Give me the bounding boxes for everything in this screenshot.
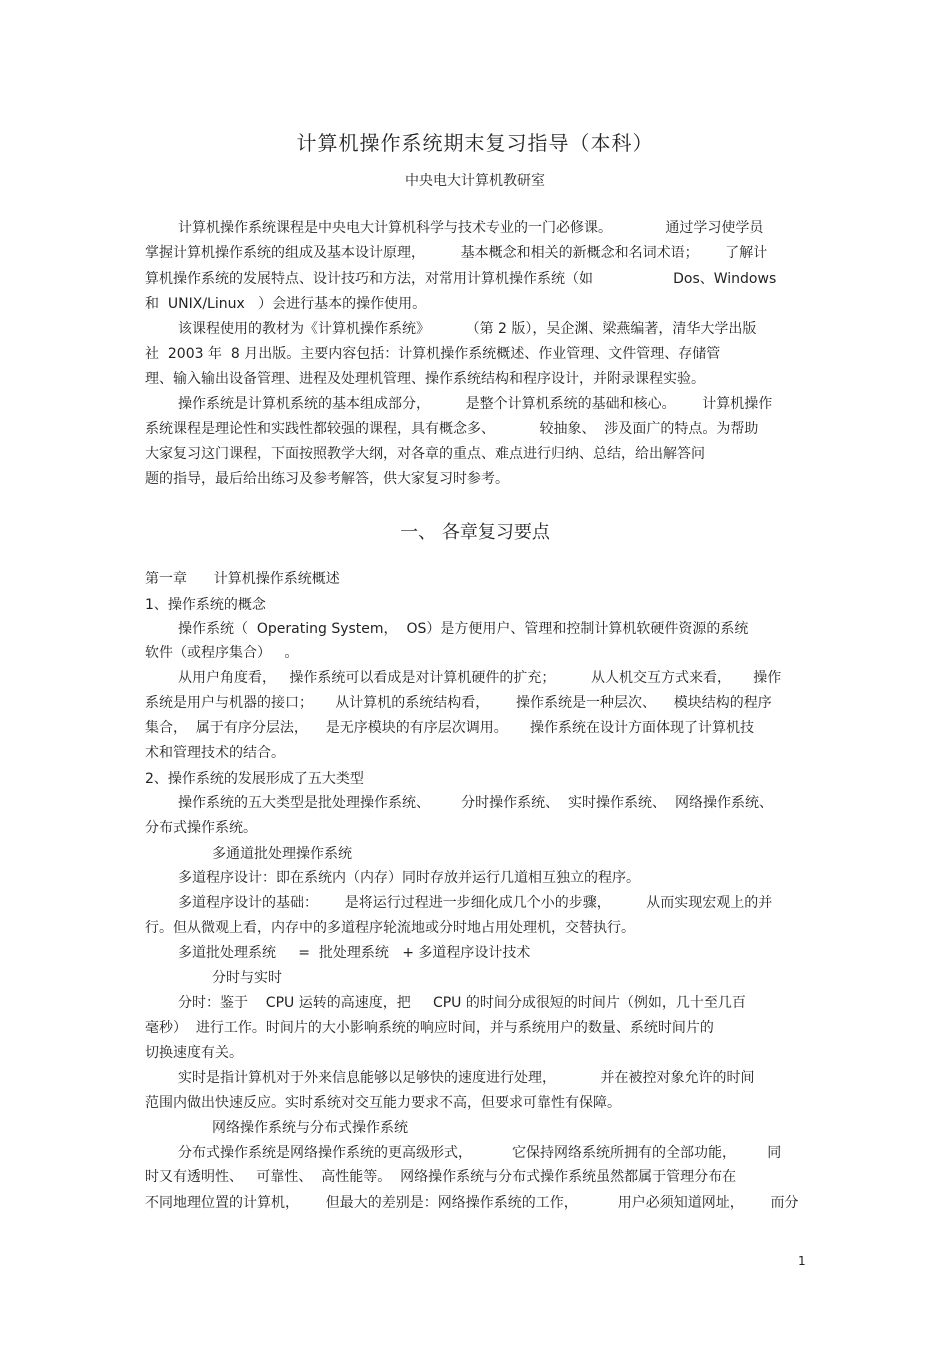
text-line: 行。但从微观上看，内存中的多道程序轮流地或分时地占用处理机，交替执行。 <box>145 920 635 936</box>
text-line: 时又有透明性、 可靠性、 高性能等。 网络操作系统与分布式操作系统虽然都属于管理分布在 <box>145 1169 737 1185</box>
text-line: 分布式操作系统。 <box>145 820 257 836</box>
text-line: 大家复习这门课程，下面按照教学大纲，对各章的重点、难点进行归纳、总结，给出解答问 <box>145 446 705 462</box>
text-line: 范围内做出快速反应。实时系统对交互能力要求不高，但要求可靠性有保障。 <box>145 1095 621 1111</box>
text-line: 从用户角度看， 操作系统可以看成是对计算机硬件的扩充； 从人机交互方式来看， 操作 <box>178 670 782 686</box>
subsection-heading: 2、操作系统的发展形成了五大类型 <box>145 771 364 787</box>
text-line: 切换速度有关。 <box>145 1045 243 1061</box>
section-heading: 一、 各章复习要点 <box>400 522 550 543</box>
text-line: 多道程序设计的基础： 是将运行过程进一步细化成几个小的步骤， 从而实现宏观上的并 <box>178 895 773 911</box>
text-line: 算机操作系统的发展特点、设计技巧和方法，对常用计算机操作系统（如 Dos、Windows <box>145 271 777 287</box>
text-line: 毫秒） 进行工作。时间片的大小影响系统的响应时间，并与系统用户的数量、系统时间片的 <box>145 1020 714 1036</box>
text-line: 题的指导，最后给出练习及参考解答，供大家复习时参考。 <box>145 471 509 487</box>
text-line: 操作系统的五大类型是批处理操作系统、 分时操作系统、 实时操作系统、 网络操作系统、 <box>178 795 773 811</box>
document-author: 中央电大计算机教研室 <box>405 173 545 189</box>
text-line: 和 UNIX/Linux ）会进行基本的操作使用。 <box>145 296 427 312</box>
topic-heading: 网络操作系统与分布式操作系统 <box>212 1120 408 1136</box>
text-line: 操作系统（ Operating System， OS）是方便用户、管理和控制计算机软硬件资源的系统 <box>178 621 749 637</box>
text-line: 理、输入输出设备管理、进程及处理机管理、操作系统结构和程序设计，并附录课程实验。 <box>145 371 705 387</box>
text-line: 该课程使用的教材为《计算机操作系统》 （第 2 版），吴企渊、梁燕编著，清华大学出版 <box>178 321 757 337</box>
text-line: 分时：鉴于 CPU 运转的高速度，把 CPU 的时间分成很短的时间片（例如，几十至几百 <box>178 995 746 1011</box>
topic-heading: 多通道批处理操作系统 <box>212 846 352 862</box>
text-line: 多道批处理系统 = 批处理系统 + 多道程序设计技术 <box>178 945 531 961</box>
text-line: 软件（或程序集合） 。 <box>145 645 299 661</box>
text-line: 实时是指计算机对于外来信息能够以足够快的速度进行处理， 并在被控对象允许的时间 <box>178 1070 755 1086</box>
text-line: 计算机操作系统课程是中央电大计算机科学与技术专业的一门必修课。 通过学习使学员 <box>178 220 764 236</box>
text-line: 掌握计算机操作系统的组成及基本设计原理， 基本概念和相关的新概念和名词术语； 了解计 <box>145 245 768 261</box>
text-line: 系统是用户与机器的接口； 从计算机的系统结构看， 操作系统是一种层次、 模块结构的程序 <box>145 695 772 711</box>
subsection-heading: 1、操作系统的概念 <box>145 597 266 613</box>
text-line: 操作系统是计算机系统的基本组成部分， 是整个计算机系统的基础和核心。 计算机操作 <box>178 396 773 412</box>
text-line: 不同地理位置的计算机， 但最大的差别是：网络操作系统的工作， 用户必须知道网址， 而分 <box>145 1195 799 1211</box>
topic-heading: 分时与实时 <box>212 970 282 986</box>
text-line: 集合， 属于有序分层法， 是无序模块的有序层次调用。 操作系统在设计方面体现了计算机技 <box>145 720 754 736</box>
chapter-heading: 第一章 计算机操作系统概述 <box>145 571 340 587</box>
text-line: 分布式操作系统是网络操作系统的更高级形式， 它保持网络系统所拥有的全部功能， 同 <box>178 1145 782 1161</box>
document-title: 计算机操作系统期末复习指导（本科） <box>296 131 654 155</box>
text-line: 术和管理技术的结合。 <box>145 745 285 761</box>
text-line: 系统课程是理论性和实践性都较强的课程，具有概念多、 较抽象、 涉及面广的特点。为帮助 <box>145 421 759 437</box>
text-line: 社 2003 年 8 月出版。主要内容包括：计算机操作系统概述、作业管理、文件管理、存储管 <box>145 346 721 362</box>
page-number: 1 <box>798 1254 806 1268</box>
text-line: 多道程序设计：即在系统内（内存）同时存放并运行几道相互独立的程序。 <box>178 870 640 886</box>
